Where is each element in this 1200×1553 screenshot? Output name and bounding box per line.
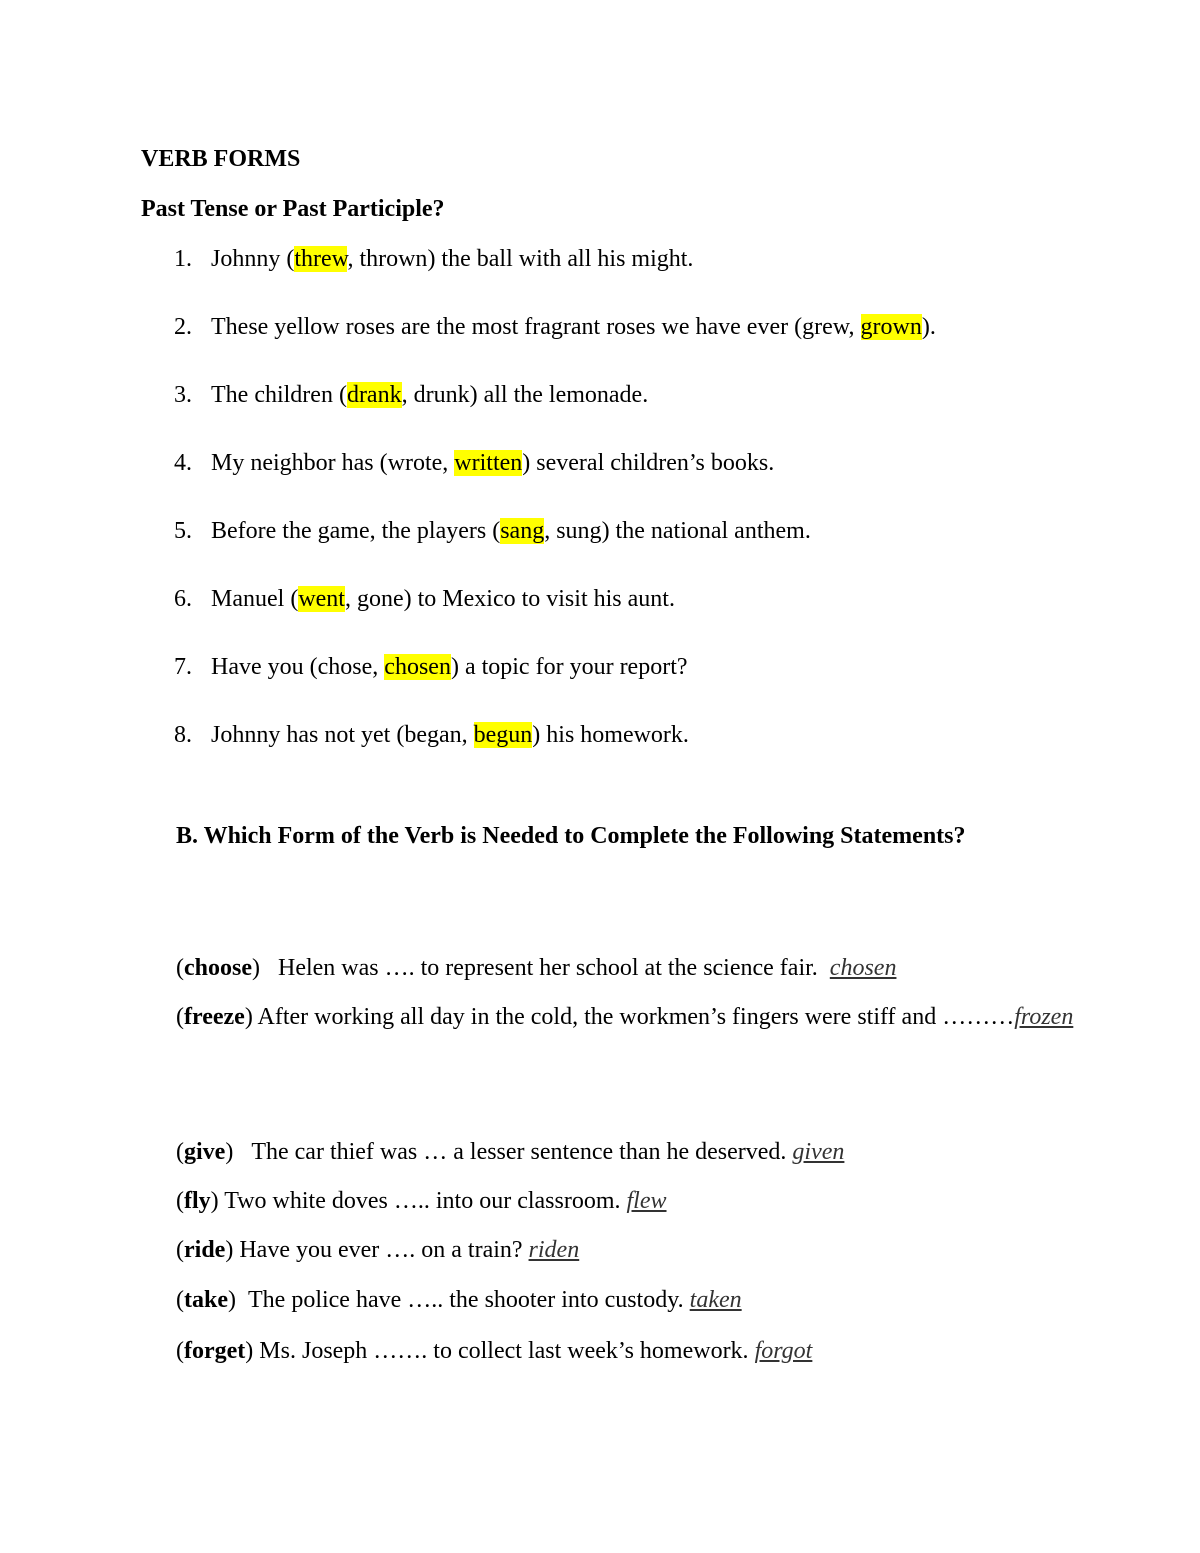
question-item xyxy=(174,380,648,410)
question-text: ) his homework. xyxy=(532,722,689,748)
question-item xyxy=(174,448,774,478)
verb-prompt: give xyxy=(184,1139,226,1165)
question-item xyxy=(174,312,936,342)
question-number: 5. xyxy=(174,518,192,544)
question-number: 1. xyxy=(174,246,192,272)
highlighted-answer: drank xyxy=(346,382,402,408)
item-sentence: Two white doves ….. into our classroom. xyxy=(224,1188,621,1214)
question-item xyxy=(174,652,688,682)
item-sentence: The police have ….. the shooter into custody. xyxy=(248,1287,684,1313)
answer-text: given xyxy=(792,1139,845,1165)
item-sentence: After working all day in the cold, the workmen’s fingers were stiff and ……… xyxy=(257,1004,1015,1030)
section-a-heading: Past Tense or Past Participle? xyxy=(141,196,445,222)
highlighted-answer: threw xyxy=(294,246,348,272)
option: chose xyxy=(317,654,373,680)
separator: , xyxy=(347,246,360,272)
question-text: Johnny ( xyxy=(211,246,295,272)
answer-text: riden xyxy=(528,1237,580,1263)
question-number: 7. xyxy=(174,654,192,680)
verb-prompt: choose xyxy=(184,955,252,981)
question-number: 6. xyxy=(174,586,192,612)
option: drunk xyxy=(413,382,470,408)
fill-in-item: (freeze) After working all day in the cold, the workmen’s fingers were stiff and ………frozen xyxy=(176,1004,1074,1030)
highlighted-answer: sang xyxy=(500,518,545,544)
highlighted-answer: grown xyxy=(860,314,922,340)
answer-text: forgot xyxy=(754,1338,813,1364)
answer-text: chosen xyxy=(829,955,897,981)
verb-prompt: ride xyxy=(184,1237,226,1263)
question-text: ) to Mexico to visit his aunt. xyxy=(403,586,675,612)
question-number: 3. xyxy=(174,382,192,408)
item-sentence: Ms. Joseph ……. to collect last week’s homework. xyxy=(259,1338,749,1364)
question-text: ) the national anthem. xyxy=(601,518,811,544)
fill-in-item: (forget) Ms. Joseph ……. to collect last week’s homework. forgot xyxy=(176,1338,813,1364)
question-text: ) a topic for your report? xyxy=(450,654,688,680)
question-text: Manuel ( xyxy=(211,586,299,612)
option: grew xyxy=(802,314,849,340)
answer-text: frozen xyxy=(1014,1004,1074,1030)
answer-text: taken xyxy=(689,1287,742,1313)
question-text: These yellow roses are the most fragrant roses we have ever ( xyxy=(211,314,803,340)
question-item xyxy=(174,516,811,546)
highlighted-answer: went xyxy=(298,586,345,612)
question-text: Before the game, the players ( xyxy=(211,518,501,544)
verb-prompt: forget xyxy=(184,1338,246,1364)
fill-in-item: (choose) Helen was …. to represent her school at the science fair. chosen xyxy=(176,955,897,981)
option: began xyxy=(404,722,462,748)
option: sung xyxy=(556,518,602,544)
answer-text: flew xyxy=(626,1188,667,1214)
separator: , xyxy=(848,314,861,340)
separator: , xyxy=(461,722,474,748)
question-text: Have you ( xyxy=(211,654,318,680)
separator: , xyxy=(544,518,557,544)
question-item xyxy=(174,584,675,614)
verb-prompt: take xyxy=(184,1287,228,1313)
item-sentence: The car thief was … a lesser sentence than he deserved. xyxy=(251,1139,787,1165)
option: wrote xyxy=(387,450,443,476)
question-text: ) several children’s books. xyxy=(522,450,775,476)
highlighted-answer: chosen xyxy=(384,654,451,680)
separator: , xyxy=(401,382,414,408)
verb-prompt: fly xyxy=(184,1188,211,1214)
question-item xyxy=(174,720,689,750)
question-number: 4. xyxy=(174,450,192,476)
document-title: VERB FORMS xyxy=(141,146,301,172)
question-text: The children ( xyxy=(211,382,347,408)
question-text: My neighbor has ( xyxy=(211,450,388,476)
highlighted-answer: begun xyxy=(473,722,533,748)
highlighted-answer: written xyxy=(454,450,523,476)
fill-in-item: (take) The police have ….. the shooter into custody. taken xyxy=(176,1287,742,1313)
fill-in-item: (fly) Two white doves ….. into our classroom. flew xyxy=(176,1188,667,1214)
separator: , xyxy=(344,586,357,612)
separator: , xyxy=(442,450,455,476)
question-text: ). xyxy=(921,314,936,340)
question-item xyxy=(174,244,693,274)
fill-in-item: (ride) Have you ever …. on a train? riden xyxy=(176,1237,580,1263)
item-sentence: Helen was …. to represent her school at the science fair. xyxy=(278,955,818,981)
verb-prompt: freeze xyxy=(184,1004,245,1030)
question-text: ) all the lemonade. xyxy=(469,382,649,408)
question-number: 8. xyxy=(174,722,192,748)
option: thrown xyxy=(359,246,428,272)
section-b-heading: B. Which Form of the Verb is Needed to Complete the Following Statements? xyxy=(176,823,966,849)
question-number: 2. xyxy=(174,314,192,340)
fill-in-item: (give) The car thief was … a lesser sentence than he deserved. given xyxy=(176,1139,845,1165)
item-sentence: Have you ever …. on a train? xyxy=(239,1237,523,1263)
question-text: Johnny has not yet ( xyxy=(211,722,405,748)
separator: , xyxy=(372,654,385,680)
question-text: ) the ball with all his might. xyxy=(427,246,694,272)
option: gone xyxy=(356,586,404,612)
